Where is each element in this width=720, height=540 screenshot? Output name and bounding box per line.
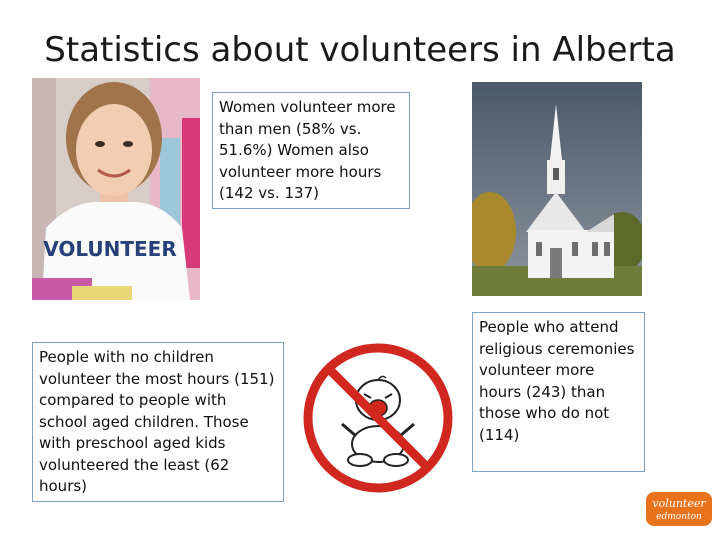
religious-stats-textbox: People who attend religious ceremonies volunteer more hours (243) than those who do not (114) xyxy=(472,312,645,472)
shirt-text: VOLUNTEER xyxy=(43,237,177,261)
logo-line-1: volunteer xyxy=(652,497,706,510)
children-stats-textbox: People with no children volunteer the most hours (151) compared to people with school aged children. Those with preschool aged kids volunteered the least (62 hours) xyxy=(32,342,284,502)
volunteer-woman-illustration xyxy=(32,78,200,300)
women-stats-textbox: Women volunteer more than men (58% vs. 51.6%) Women also volunteer more hours (142 vs. 137) xyxy=(212,92,410,209)
church-illustration xyxy=(472,82,642,296)
volunteer-woman-photo xyxy=(32,78,200,300)
volunteer-edmonton-logo-graphic xyxy=(646,492,712,526)
church-photo xyxy=(472,82,642,296)
no-baby-icon xyxy=(298,336,458,498)
logo-line-2: edmonton xyxy=(656,512,702,522)
slide-title: Statistics about volunteers in Alberta xyxy=(44,30,676,70)
volunteer-edmonton-logo xyxy=(646,492,712,526)
no-children-sign-image xyxy=(298,336,458,498)
